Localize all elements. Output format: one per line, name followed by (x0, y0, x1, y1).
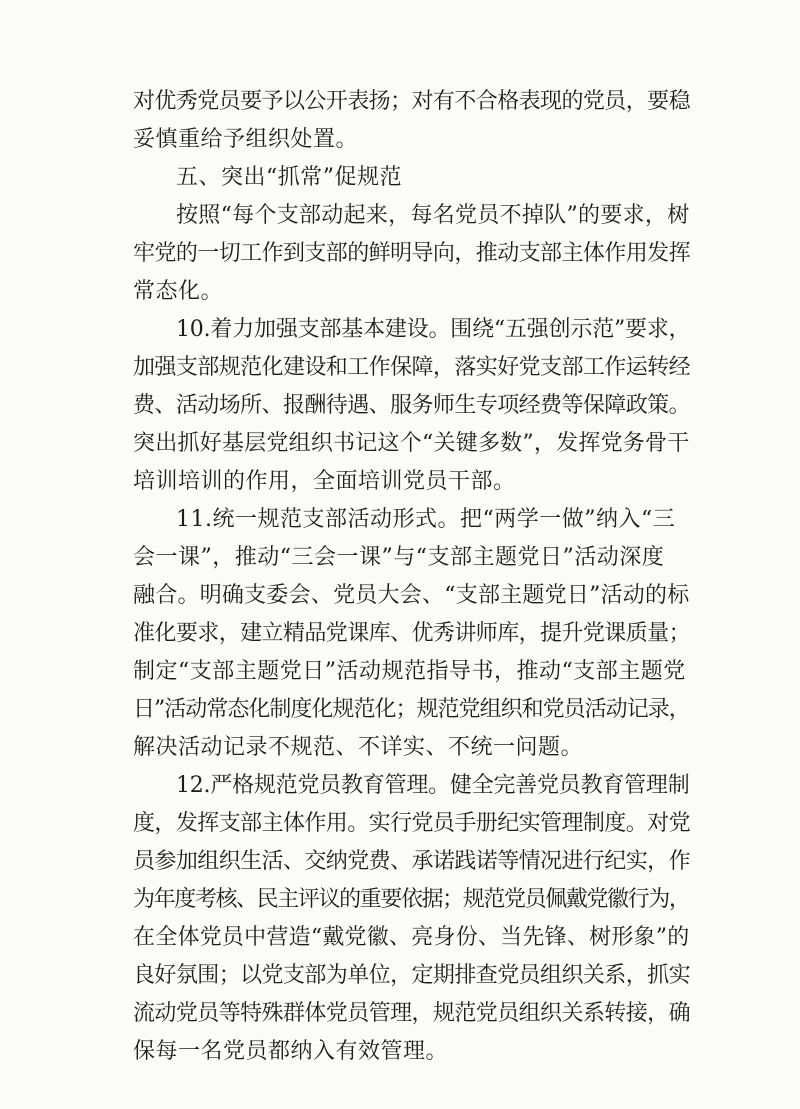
text-line: 为年度考核、民主评议的重要依据；规范党员佩戴党徽行为， (133, 887, 690, 912)
text-line: 融合。明确支委会、党员大会、“支部主题党日”活动的标 (133, 583, 690, 608)
text-line: 培训培训的作用，全面培训党员干部。 (133, 469, 516, 494)
text-line: 流动党员等特殊群体党员管理，规范党员组织关系转接，确 (133, 1001, 691, 1026)
text-line: 解决活动记录不规范、不详实、不统一问题。 (133, 735, 584, 760)
text-line: 良好氛围；以党支部为单位，定期排查党员组织关系，抓实 (133, 963, 691, 988)
text-line: 员参加组织生活、交纳党费、承诺践诺等情况进行纪实，作 (133, 849, 691, 874)
text-line: 对优秀党员要予以公开表扬；对有不合格表现的党员，要稳 (133, 89, 691, 114)
text-line: 日”活动常态化制度化规范化；规范党组织和党员活动记录， (133, 697, 690, 722)
text-line: 在全体党员中营造“戴党徽、亮身份、当先锋、树形象”的 (133, 925, 690, 950)
text-line: 加强支部规范化建设和工作保障，落实好党支部工作运转经 (133, 355, 691, 380)
text-line: 保每一名党员都纳入有效管理。 (133, 1039, 449, 1064)
text-line: 会一课”，推动“三会一课”与“支部主题党日”活动深度 (133, 545, 665, 570)
text-line: 牢党的一切工作到支部的鲜明导向，推动支部主体作用发挥 (133, 241, 691, 266)
text-line: 度，发挥支部主体作用。实行党员手册纪实管理制度。对党 (133, 811, 691, 836)
paragraph-heading: 10.着力加强支部基本建设。围绕“五强创示范”要求， (176, 317, 691, 342)
text-line: 突出抓好基层党组织书记这个“关键多数”，发挥党务骨干 (133, 431, 690, 456)
text-line: 按照“每个支部动起来，每名党员不掉队”的要求，树 (176, 203, 690, 228)
text-line: 常态化。 (133, 279, 224, 304)
section-heading: 五、突出“抓常”促规范 (176, 165, 402, 190)
text-line: 制定“支部主题党日”活动规范指导书，推动“支部主题党 (133, 659, 686, 684)
text-line: 费、活动场所、报酬待遇、服务师生专项经费等保障政策。 (133, 393, 691, 418)
text-line: 准化要求，建立精品党课库、优秀讲师库，提升党课质量； (133, 621, 691, 646)
paragraph-heading: 11.统一规范支部活动形式。把“两学一做”纳入“三 (176, 507, 676, 532)
paragraph-heading: 12.严格规范党员教育管理。健全完善党员教育管理制 (176, 773, 690, 798)
text-line: 妥慎重给予组织处置。 (133, 127, 359, 152)
